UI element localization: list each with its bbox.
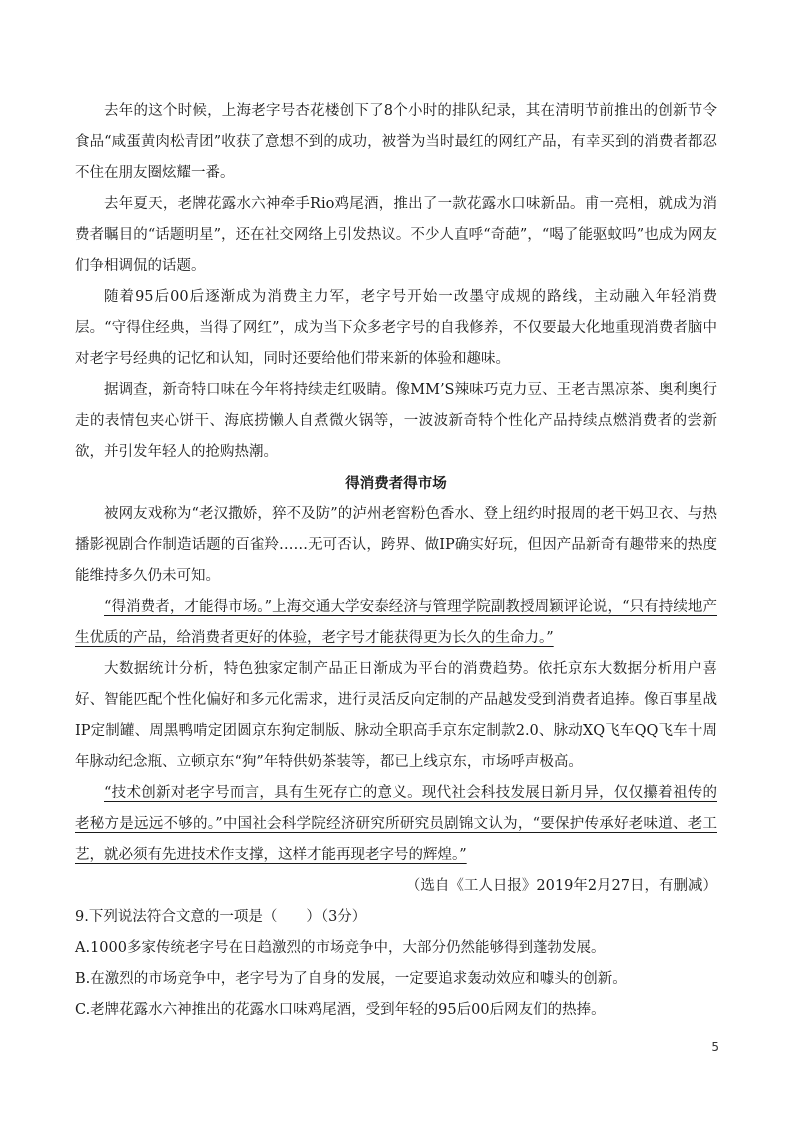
option-b: B.在激烈的市场竞争中，老字号为了自身的发展，一定要追求轰动效应和噱头的创新。 (75, 971, 627, 987)
paragraph: 随着95后00后逐渐成为消费主力军，老字号开始一改墨守成规的路线，主动融入年轻消费层。“守得住经典，当得了网红”，成为当下众多老字号的自我修养，不仅要最大化地重现消费者脑中对老字号经典的记忆和认知，同时还要给他们带来新的体验和趣味。 (75, 289, 717, 367)
document-body (75, 96, 717, 1026)
paragraph: 据调查，新奇特口味在今年将持续走红吸睛。像MM’S辣味巧克力豆、王老吉黑凉茶、奥利奥行走的表情包夹心饼干、海底捞懒人自煮微火锅等，一波波新奇特个性化产品持续点燃消费者的尝新欲，并引发年轻人的抢购热潮。 (75, 382, 717, 460)
option-a: A.1000多家传统老字号在日趋激烈的市场竞争中，大部分仍然能够得到蓬勃发展。 (75, 940, 606, 956)
underlined-quote (75, 592, 717, 654)
underlined-quote (75, 778, 717, 871)
page-number: 5 (711, 1040, 719, 1054)
paragraph: 去年的这个时候，上海老字号杏花楼创下了8个小时的排队纪录，其在清明节前推出的创新节令食品“咸蛋黄肉松青团”收获了意想不到的成功，被誉为当时最红的网红产品，有幸买到的消费者都忍不住在朋友圈炫耀一番。 (75, 103, 717, 181)
source-citation: （选自《工人日报》2019年2月27日，有删减） (405, 878, 717, 894)
paragraph: 大数据统计分析，特色独家定制产品正日渐成为平台的消费趋势。依托京东大数据分析用户喜好、智能匹配个性化偏好和多元化需求，进行灵活反向定制的产品越发受到消费者追捧。像百事星战IP定制罐、周黑鸭啃定团圆京东狗定制版、脉动全职高手京东定制款2.0、脉动XQ飞车QQ飞车十周年脉动纪念瓶、立顿京东“狗”年特供奶茶装等，都已上线京东，市场呼声极高。 (75, 661, 717, 770)
question-stem: 9.下列说法符合文意的一项是（ ）（3分） (75, 909, 367, 925)
quote-text: “技术创新对老字号而言，具有生死存亡的意义。现代社会科技发展日新月异，仅仅攥着祖传的老秘方是远远不够的。”中国社会科学院经济研究所研究员剧锦文认为，“要保护传承好老味道、老工艺，就必须有先进技术作支撑，这样才能再现老字号的辉煌。” (75, 785, 717, 863)
section-heading: 得消费者得市场 (345, 475, 447, 492)
paragraph: 被网友戏称为“老汉撒娇，猝不及防”的泸州老窖粉色香水、登上纽约时报周的老干妈卫衣、与热播影视剧合作制造话题的百雀羚……无可否认，跨界、做IP确实好玩，但因产品新奇有趣带来的热度能维持多久仍未可知。 (75, 506, 717, 584)
option-c: C.老牌花露水六神推出的花露水口味鸡尾酒，受到年轻的95后00后网友们的热捧。 (75, 1002, 606, 1018)
quote-text: “得消费者，才能得市场。”上海交通大学安泰经济与管理学院副教授周颖评论说，“只有持续地产生优质的产品，给消费者更好的体验，老字号才能获得更为长久的生命力。” (75, 599, 717, 646)
paragraph: 去年夏天，老牌花露水六神牵手Rio鸡尾酒，推出了一款花露水口味新品。甫一亮相，就成为消费者瞩目的“话题明星”，还在社交网络上引发热议。不少人直呼“奇葩”，“喝了能驱蚊吗”也成为网友们争相调侃的话题。 (75, 196, 717, 274)
